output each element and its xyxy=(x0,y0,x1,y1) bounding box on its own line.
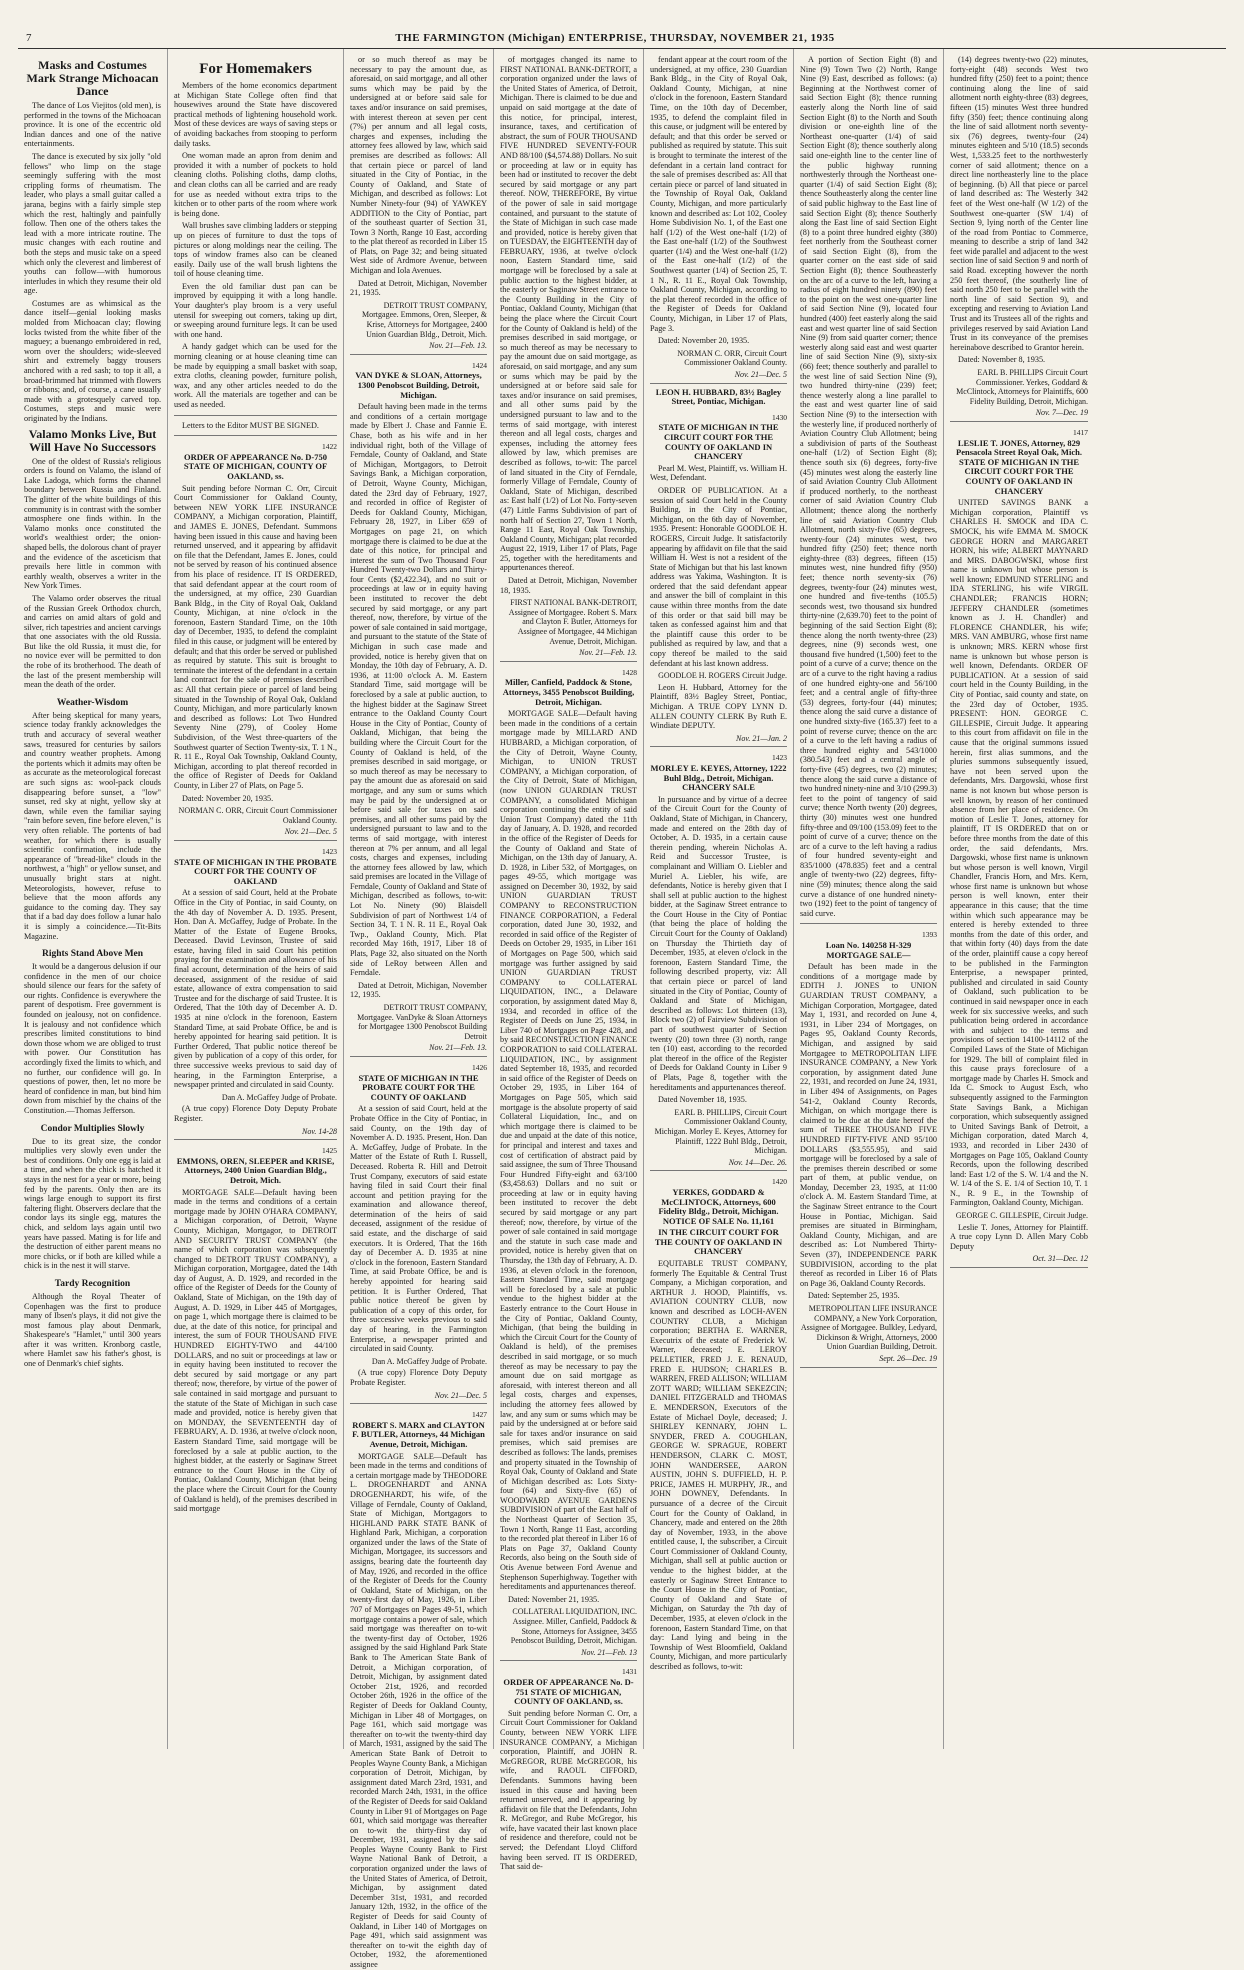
notice-body: In pursuance and by virtue of a decree of the Circuit Court for the County of Oakland, State of Michigan, in Chancery, made and entered on the 28th day of October, A. D. 1935, in a certain cause therein pending, wherein Nicholas A. Reid and Successor Trustee, is complainant and William O. Liebler and Muriel A. Liebler, his wife, are defendants, Notice is hereby given that I shall sell at public auction to the highest bidder, at the Saginaw Street entrance to the Court House in the City of Pontiac (that being the place of holding the Circuit Court for the County of Oakland) on Thursday the Thirtieth day of December, 1935, at eleven o'clock in the forenoon, Eastern Standard Time, the following described property, viz: All that certain piece or parcel of land situated in the City of Pontiac, County of Oakland and State of Michigan, described as follows: Lot thirteen (13), Block two (2) of Fairview Subdivision of part of southwest quarter of Section twenty (20) town three (3) north, range ten (10) east, according to the recorded plat thereof in the office of the Register of Deeds for Oakland County in Liber 9 of Plats, Page 8, together with the hereditaments and appurtenances thereof. xyxy=(650,794,787,1092)
run-dates: Nov. 21—Dec. 5 xyxy=(650,370,787,384)
notice-heading: EMMONS, OREN, SLEEPER and KRISE, Attorneys, 2400 Union Guardian Bldg., Detroit, Mich. xyxy=(176,1155,335,1185)
notice-signature: DETROIT TRUST COMPANY, Mortgagee. Emmons, Oren, Sleeper, & Krise, Attorneys for Mortgagee, 2400 Union Guardian Bldg., Detroit, Mich. xyxy=(362,300,487,339)
notice-body: (14) degrees twenty-two (22) minutes, forty-eight (48) seconds West two hundred fifty (250) feet to a point; thence continuing along the line of said allotment north eighty-three (83) degrees, fifteen (15) minutes West three hundred fifty (350) feet; thence continuing along the line of said allotment north seventy-six (76) degrees, twenty-four (24) minutes eighteen and 5/10 (18.5) seconds West, 1,533.25 feet to the northwesterly corner of said allotment; thence on a direct line northeasterly line to the place of beginning. (b) All that piece or parcel of land described as: The Westerly 342 feet of the West one-half (W 1/2) of the Southwest one-quarter (SW 1/4) of Section 9, lying north of the Center line of the road from Pontiac to Commerce, meaning to describe a strip of land 342 feet wide parallel and adjacent to the west section line of said Section 9 and north of said Road. excepting however the north 250 feet thereof, (the southerly line of said north 250 feet to be parallel with the north line of said Section 9), and excepting and reserving to Aviation Land Trust and its Trustees all of the rights and privileges reserved by said Aviation Land Trust in its conveyance of the premises hereinabove described to Grantor herein. xyxy=(950,55,1088,352)
run-dates: Nov. 21—Dec. 5 xyxy=(174,827,337,841)
notice-heading: ROBERT S. MARX and CLAYTON F. BUTLER, Attorneys, 44 Michigan Avenue, Detroit, Michigan. xyxy=(352,1419,485,1449)
notice-heading: STATE OF MICHIGAN IN THE PROBATE COURT FOR THE COUNTY OF OAKLAND xyxy=(174,856,337,886)
notice-body: At a session of said Court, held at the Probate Office in the City of Pontiac, in said County, on the 4th day of November A. D. 1935. Present, Hon. Dan A. McGaffey, Judge of Probate. In the Matter of the Estate of Eugene Brooks, Deceased. David Levinson, Trustee of said estate, having filed in said Court his petition praying for the examination and allowance of his final account, determination of the heirs of said deceased, assignment of the residue of said estate, allowance of extra compensation to said Trustee and for the discharge of said Trustee. It is Ordered, That the 10th day of December A. D. 1935 at nine o'clock in the forenoon, Eastern Standard Time, at said Probate Office, be and is hereby appointed for hearing said petition. It is Further Ordered, That public notice thereof be given by publication of a copy of this order, for three successive weeks previous to said day of hearing, in the Farmington Enterprise, a newspaper printed and circulated in said County. xyxy=(174,888,337,1090)
page-number: 7 xyxy=(26,32,32,44)
article-paragraph: The dance of Los Viejitos (old men), is performed in the towns of the Michoacan province. It is one of the eccentric old Indian dances and one of the native entertainments. xyxy=(24,101,161,149)
article-paragraph: A handy gadget which can be used for the morning cleaning or at house cleaning time can be made by equipping a small basket with soap, extra cloths, cleaning powder, furniture polish, wax, and any other articles needed to do the work. All the materials are together and can be used as needed. xyxy=(174,342,337,409)
editor-note: Letters to the Editor MUST BE SIGNED. xyxy=(182,420,319,430)
article-paragraph: Even the old familiar dust pan can be improved by equipping it with a long handle. Your daughter's play broom is a very useful utensil for sweeping out corners, taking up dirt, or sweeping around furniture legs. It can be used with one hand. xyxy=(174,281,337,339)
column-5 xyxy=(644,49,794,1749)
notice-body: of mortgages changed its name to FIRST NATIONAL BANK-DETROIT, a corporation organized under the laws of the United States of America, of Detroit, Michigan. There is claimed to be due and unpaid on said mortgage at the date of this notice, for principal, interest, insurance, taxes, and certification of abstract, the sum of FOUR THOUSAND FIVE HUNDRED SEVENTY-FOUR AND 88/100 ($4,574.88) Dollars. No suit or proceeding at law or in equity has been had or instituted to recover the debt secured by said mortgage or any part thereof. NOW, THEREFORE, By virtue of the power of sale in said mortgage contained, and pursuant to the statute of the State of Michigan in such case made and provided, notice is hereby given that on TUESDAY, the EIGHTEENTH day of FEBRUARY, 1936, at twelve o'clock noon, Eastern Standard time, said mortgage will be foreclosed by a sale at public auction to the highest bidder, at the easterly or Saginaw Street entrance to the County Building in the City of Pontiac, Oakland County, Michigan (that being the place where the Circuit Court for the County of Oakland is held) of the premises described in said mortgage, or so much thereof as may be necessary to pay the amount due on said mortgage, as aforesaid, on said mortgage, and any sum or sums which may be paid by the undersigned at or before said sale for taxes and/or insurance on said premises, and all other sums paid by the undersigned pursuant to law and to the terms of said mortgage, with interest thereon and all legal costs, charges and expenses, including the attorney fees allowed by law, which premises are described as follows, to-wit: The parcel of land situated in the City of Ferndale, formerly Village of Ferndale, County of Oakland, State of Michigan, described as: East half (1/2) of Lot No. Forty-seven (47) Little Farms Subdivision of part of north half of Section 27, Town 1 North, Range 11 East, Royal Oak Township, Oakland County, Michigan; plat recorded August 22, 1919, Liber 17 of Plats, Page 25, together with the hereditaments and appurtenances thereof. xyxy=(500,55,637,573)
run-dates: Nov. 21—Dec. 5 xyxy=(350,1391,487,1405)
run-dates: Nov. 21—Feb. 13 xyxy=(500,1648,637,1662)
run-dates: Nov. 21—Jan. 2 xyxy=(650,734,787,748)
notice-body: UNITED SAVINGS BANK a Michigan corporation, Plaintiff vs CHARLES H. SMOCK and IDA C. SMOCK, his wife EMMA M. SMOCK GEORGE HORN and MARGARET HORN, his wife; ALBERT MAYNARD and MRS. DABOGWSKI, whose first name is unknown but whose person is well known; EDMUND STERLING and IDA STERLING, his wife VIRGIL CHANDLER; FRANCIS HORN; JEFFERY CHANDLER (sometimes known as J. H. Chandler) and FLORENCE CHANDLER, his wife; MRS. VAN AMBURG, whose first name is unknown; MRS. KERN whose first name is unknown but whose person is well known, Defendants. ORDER OF PUBLICATION. At a session of said court held in the County Building, in the City of Pontiac, said county and state, on the 23rd day of October, 1935. PRESENT: HON. GEORGE C. GILLESPIE, Circuit Judge. It appearing to this court from affidavit on file in the cause that the original summons issued herein, first alias summons, and the pluries summons subsequently issued, have not been served upon the defendants, Mrs. Dargowski, whose first name is not known but whose person is well known, by reason of her continued absence from her place of residence. On motion of Leslie T. Jones, attorney for plaintiff, IT IS ORDERED that on or before three months from the date of this order, the said defendants, Mrs. Dargowski, whose first name is unknown but whose person is well known, Virgil Chandler, Francis Horn, and Mrs. Kern, whose first name is unknown but whose person is well known, enter their appearance in this cause; that the time within which such appearance may be entered is hereby extended to three months from the date of this order, and that within forty (40) days from the date of the order, plaintiff cause a copy hereof to be published in the Farmington Enterprise, a newspaper printed, published and circulated in said County of Oakland, such publication to be continued in said newspaper once in each week for six successive weeks, and such publication being ordered in accordance with and subject to the terms and provisions of section 14100-14112 of the Compiled Laws of the State of Michigan for 1929. The bill of complaint filed in this cause prays foreclosure of a mortgage made by Charles H. Smock and Ida C. Smock to August Esch, who subsequently assigned to the Farmington State Savings Bank, a Michigan corporation, which subsequently assigned to United Savings Bank of Detroit, a Michigan corporation, dated March 4, 1933, and recorded in Liber 2430 of Mortgages on Page 105, Oakland County Records, upon the following described land: East 1/2 of the S. W. 1/4 and the N. W. 1/4 of the S. E. 1/4 of Section 10, T. 1 N., R. 9 E., in the Township of Farmington, Oakland County, Michigan. xyxy=(950,498,1088,1208)
notice-heading: Miller, Canfield, Paddock & Stone, Attorneys, 3455 Penobscot Building, Detroit, Michigan. xyxy=(502,677,635,707)
notice-number: 1423 xyxy=(772,753,787,763)
notice-body: Default has been made in the conditions of a mortgage made by EDITH J. JONES to UNION GUARDIAN TRUST COMPANY, a Michigan Corporation, Mortgagee, dated May 1, 1931, and recorded on June 4, 1931, in Liber 234 of Mortgages, on Pages 95, Oakland County Records, Michigan, and assigned by said Mortgagee to METROPOLITAN LIFE INSURANCE COMPANY, a New York corporation, by assignment dated June 22, 1931, and recorded on June 24, 1931, in Liber 494 of Assignments, on Pages 541-2, Oakland County Records, Michigan, on which mortgage there is claimed to be due at the date hereof the sum of THREE THOUSAND FIVE HUNDRED FIFTY-FIVE AND 95/100 DOLLARS ($3,555.95), and said mortgage will be foreclosed by a sale of the premises therein described or some part of them, at public vendue, on Monday, December 23, 1935, at 11:00 o'clock A. M. Eastern Standard Time, at the Saginaw Street entrance to the Court House in Pontiac, Michigan. Said premises are situated in Birmingham, Oakland County, Michigan, and are described as: Lot Numbered Thirty-Seven (37), INDEPENDENCE PARK SUBDIVISION, according to the plat thereof as recorded in Liber 16 of Plats on Page 36, Oakland County Records. xyxy=(800,962,937,1288)
notice-heading: LESLIE T. JONES, Attorney, 829 Pensacola Street Royal Oak, Mich. STATE OF MICHIGAN IN THE CIRCUIT COURT FOR THE COUNTY OF OAKLAND IN CHANCERY xyxy=(956,437,1082,496)
notice-number: 1430 xyxy=(772,412,787,422)
notice-signature: NORMAN C. ORR, Circuit Court Commissioner Oakland County. xyxy=(677,348,787,368)
run-dates: Nov. 21—Feb. 13. xyxy=(350,1043,487,1057)
run-dates: Oct. 31—Dec. 12 xyxy=(950,1254,1088,1268)
notice-heading: Loan No. 140258 H-329 MORTGAGE SALE— xyxy=(825,940,912,960)
article-paragraph: One of the oldest of Russia's religious orders is found on Valamo, the island of Lake Ladoga, which forms the channel boundary between Russia and Finland. The glitter of the white buildings of this community is in contrast with the somber atmosphere one finds within. In the Valamo monks once constituted the world's wealthiest order; the onion-shaped bells, the dolorous chant of prayer and the evidence of the asceticism that prevails here little in common with earthly wealth, observes a writer in the New York Times. xyxy=(24,456,161,591)
article-headline: Rights Stand Above Men xyxy=(41,949,144,960)
article-headline: Tardy Recognition xyxy=(54,1278,131,1289)
notice-body: ORDER OF PUBLICATION. At a session of said Court held in the County Building, in the City of Pontiac, Michigan, on the 6th day of November, 1935. Present: Honorable GOODLOE H. ROGERS, Circuit Judge. It satisfactorily appearing by affidavit on file that the said William H. West is not a resident of the State of Michigan but that his last known address was Yakima, Washington. It is ordered that the said defendant appear and answer the bill of complaint in this cause within three months from the date of this order or that said bill may be taken as confessed against him and that the plaintiff cause this order to be published as required by law, and that a copy thereof be mailed to the said defendant at his last known address. xyxy=(650,485,787,668)
notice-number: 1417 xyxy=(1073,427,1088,437)
run-dates: Nov. 7—Dec. 19 xyxy=(950,408,1088,422)
divider xyxy=(174,415,337,416)
notice-number: 1431 xyxy=(622,1667,637,1677)
article-paragraph: It would be a dangerous delusion if our confidence in the men of our choice should silence our fears for the safety of our rights. Confidence is everywhere the parent of despotism. Free government is founded on jealousy, not on confidence. It is jealousy and not confidence which prescribes limited constitutions to bind down those whom we are obliged to trust with power. Our Constitution has accordingly fixed the limits to which, and no further, our confidence will go. In questions of power, then, let no more be heard of confidence in man, but bind him down from mischief by the chains of the Constitution.—Thomas Jefferson. xyxy=(24,962,161,1115)
notice-date: Dated at Detroit, Michigan, November 18, 1935. xyxy=(500,576,637,595)
article-headline: For Homemakers xyxy=(199,61,312,77)
notice-number: 1424 xyxy=(472,360,487,370)
article-paragraph: Due to its great size, the condor multiplies very slowly even under the best of conditions. Only one egg is laid at a time, and when the chick is hatched it stays in the nest for a year or more, being fed by the parents. Only then are its wings large enough to support its first faltering flight. Observers declare that the condor lays its single egg, matures the chick, and seldom lays again until two years have passed. Mating is for life and the destruction of either parent means no more chicks, or if both are killed while a chick is in the nest it will starve. xyxy=(24,1136,161,1271)
notice-date: Dated: November 21, 1935. xyxy=(508,1594,600,1604)
notice-signature: GEORGE C. GILLESPIE, Circuit Judge. xyxy=(955,1211,1088,1221)
notice-body: Default having been made in the terms and conditions of a certain mortgage made by Elbert J. Chase and Fannie E. Chase, both as his wife and in her individual right, both of the Village of Ferndale, County of Oakland, and State of Michigan, Mortgagors, to Detroit Savings Bank, a Michigan corporation, of Detroit, Wayne County, Michigan, dated the 23rd day of February, 1927, and recorded in office of Register of Deeds for Oakland County, Michigan, February 28, 1927, in Liber 659 of Mortgages on page 21, on which mortgage there is claimed to be due at the date of this notice, for principal and interest the sum of Two Thousand Four Hundred Twenty-two Dollars and Thirty-four Cents ($2,422.34), and no suit or proceedings at law or in equity having been instituted to recover the debt secured by said mortgage, or any part thereof, now, therefore, by virtue of the power of sale contained in said mortgage, and pursuant to the statute of the State of Michigan in such case made and provided, notice is hereby given that on Monday, the 10th day of February, A. D. 1936, at 11:00 o'clock A. M. Eastern Standard Time, said mortgage will be foreclosed by a sale at public auction, to the highest bidder at the Saginaw Street entrance to the Oakland County Court House in the City of Pontiac, County of Oakland, Michigan, that being the building where the Circuit Court for the County of Oakland is held, of the premises described in said mortgage, or so much thereof as may be necessary to pay the amount due as aforesaid on said mortgage, and any sum or sums which may be paid by the undersigned at or before said sale for taxes on said premises, and all other sums paid by the undersigned pursuant to law and to the terms of said mortgage, with interest thereon at 7% per annum, and all legal costs, charges and expenses, including the attorney fees allowed by law, which said premises are located in the Village of Ferndale, County of Oakland and State of Michigan, described as follows, to-wit: Lot No. Ninety (90) Blaisdell Subdivision of part of Northwest 1/4 of Section 34, T. 1 N. R. 11 E., Royal Oak Twp., Oakland County, Mich. Plat recorded May 16th, 1917, Liber 18 of Plats, Page 32, also situated on the North side of LeRoy between Allen and Ferndale. xyxy=(350,402,487,978)
article-paragraph: The dance is executed by six jolly "old fellows" who limp on the stage seemingly suffering with the most crippling forms of rheumatism. The leader, who plays a small guitar called a jarana, begins with a fairly simple step which the rest, haltingly and painfully follow. Then one of the others takes the lead with a more intricate routine. The music changes with each routine and both the steps and music take on a speed which only the cleverest and limberest of youths can follow—with humorous interludes in which they resume their old age. xyxy=(24,151,161,296)
notice-number: 1427 xyxy=(472,1410,487,1420)
notice-body: EQUITABLE TRUST COMPANY, formerly The Equitable & Central Trust Company, a Michigan corporation, and ARTHUR J. HOOD, Plaintiffs, vs. AVIATION COUNTRY CLUB, now known and described as LOCH-AVEN COUNTRY CLUB, a Michigan corporation; BERTHA E. WARNER, Executrix of the estate of Frederick W. Warner, deceased; E. LEROY PELLETIER, FRED J. E. RENAUD, FRED E. HUDSON; CHARLES B. WARREN, FRED ALLISON; WILLIAM ZOTT WARD; WILLIAM SEKEZCIN; DANIEL FITZGERALD and THOMAS E. MENDERSON, Executors of the Estate of Michael Doyle, deceased; J. SHIRLEY KENNARY, JOHN L. SNYDER, FRED A. COUGHLAN, GEORGE W. SPRAGUE, ROBERT HENDERSON, CLARK C. MOST, JOHN WANDERSEE, AARON AUSTIN, JOHN S. DUFFIELD, H. P. PRICE, JAMES H. MURPHY, JR., and JOHN DOWNEY, Defendants. In pursuance of a decree of the Circuit Court for the County of Oakland, in Chancery, made and entered on the 28th day of November, 1933, in the above entitled cause, I, the subscriber, a Circuit Court Commissioner of Oakland County, Michigan, shall sell at public auction or vendue to the highest bidder, at the easterly or Saginaw Street Entrance to the Court House in the City of Pontiac, County of Oakland and State of Michigan, on Saturday the 7th day of December, 1935, at eleven o'clock in the forenoon, Eastern Standard Time, on that day: Land lying and being in the Township of West Bloomfield, Oakland County, Michigan, and more particularly described as follows, to-wit: xyxy=(650,1259,787,1671)
notice-copy: (A true copy) Florence Doty Deputy Probate Register. xyxy=(174,1104,337,1123)
column-3 xyxy=(344,49,494,1969)
notice-signature: EARL B. PHILLIPS, Circuit Court Commissioner Oakland County, Michigan. Morley E. Keyes, Attorney for Plaintiff, 1222 Buhl Bldg., Detroit, Michigan. xyxy=(654,1107,787,1156)
notice-signature: GOODLOE H. ROGERS Circuit Judge. xyxy=(658,671,787,681)
notice-body: Suit pending before Norman C. Orr, a Circuit Court Commissioner for Oakland County, between NEW YORK LIFE INSURANCE COMPANY, a Michigan corporation, Plaintiff, and JOHN R. McGREGOR, RUBE McGREGOR, his wife, and RAOUL CIFFORD, Defendants. Summons having been issued in this cause and having been returned unserved, and it appearing by affidavit on file that the Defendants, John R. McGregor, and Rube McGregor, his wife, have vacated their last known place of residence and therefore, could not be served; the Defendant Lloyd Clifford having been served. IT IS ORDERED, That said de- xyxy=(500,1708,637,1872)
columns xyxy=(18,49,1226,1969)
notice-heading: ORDER OF APPEARANCE No. D-751 STATE OF MICHIGAN, COUNTY OF OAKLAND, ss. xyxy=(503,1676,634,1707)
column-6 xyxy=(794,49,944,1749)
article-paragraph: Wall brushes save climbing ladders or stepping up on pieces of furniture to dust the tops of pictures or along moldings near the ceiling. The tops of window frames also can be cleaned easily. Daily use of the wall brush lightens the toil of house cleaning time. xyxy=(174,221,337,279)
notice-heading: ORDER OF APPEARANCE No. D-750 STATE OF MICHIGAN, COUNTY OF OAKLAND, ss. xyxy=(183,451,328,481)
notice-date: Dated: September 25, 1935. xyxy=(808,1291,900,1301)
notice-date: Dated at Detroit, Michigan, November 12, 1935. xyxy=(350,980,487,1000)
notice-number: 1393 xyxy=(922,930,937,940)
notice-body: fendant appear at the court room of the undersigned, at my office, 230 Guardian Bank Bldg., in the City of Royal Oak, Oakland County, Michigan, at nine o'clock in the forenoon, Eastern Standard Time, on the 10th day of December, 1935, to defend the complaint filed in this cause, or judgment will be entered by default; and that this order be served or published as required by statute. This suit is brought to terminate the interest of the defendant in a certain land contract for the sale of premises described as: All that certain piece or parcel of land situated in the Township of Royal Oak, Oakland County, Michigan, and more particularly known and described as: Lot 102, Cooley Home Subdivision No. 1, of the East one half (1/2) of the West one-half (1/2) of the East one-half (1/2) of the Southwest quarter (1/4) and the West one-half (1/2) of the East one-half (1/2) of the Southwest quarter (1/4) of Section 25, T. 1 N., R. 11 E., Royal Oak Township, Oakland County, Michigan, according to the plat thereof recorded in the office of the Register of Deeds for Oakland County, Michigan, in Liber 17 of Plats, Page 3. xyxy=(650,55,787,333)
notice-court: IN THE CIRCUIT COURT FOR THE COUNTY OF OAKLAND IN CHANCERY xyxy=(654,1227,783,1257)
column-2 xyxy=(168,49,344,1749)
article-paragraph: The Valamo order observes the ritual of the Russian Greek Orthodox church, and carries on amid altars of gold and silver, rich tapestries and ancient carvings that one associates with the old Russia. But like the old Russia, it must die, for no novice ever will be permitted to don the robe of its brotherhood. The death of the last of the present membership will mean the death of the order. xyxy=(24,593,161,690)
notice-signature: EARL B. PHILLIPS Circuit Court Commissioner. Yerkes, Goddard & McClintock, Attorneys for Plaintiffs, 600 Fidelity Building, Detroit, Michigan. xyxy=(956,368,1088,406)
article-headline: Valamo Monks Live, But Will Have No Successors xyxy=(28,426,157,454)
notice-heading: LEON H. HUBBARD, 83½ Bagley Street, Pontiac, Michigan. xyxy=(655,386,782,407)
column-1 xyxy=(18,49,168,1749)
run-dates: Sept. 26—Dec. 19 xyxy=(800,1354,937,1368)
notice-body: At a session of said Court, held at the Probate Office in the City of Pontiac, in said County, on the 19th day of November A. D. 1935. Present, Hon. Dan A. McGaffey, Judge of Probate. In the Matter of the Estate of Ruth I. Russell, Deceased. Roberta R. Hill and Detroit Trust Company, executors of said estate having filed in said Court their final account and petition praying for the examination and allowance thereof, determination of the heirs of said deceased, assignment of the residue of said estate, and the discharge of said executors. It is Ordered, That the 16th day of December A. D. 1935 at nine o'clock in the forenoon, Eastern Standard Time, at said Probate Office, be and is hereby appointed for hearing said petition. It is Further Ordered, That public notice thereof be given by publication of a copy of this order, for three successive weeks previous to said day of hearing, in the Farmington Enterprise, a newspaper printed and circulated in said County. xyxy=(350,1104,487,1354)
notice-signature: METROPOLITAN LIFE INSURANCE COMPANY, a New York Corporation, Assignee of Mortgagee. Bulkley, Ledyard, Dickinson & Wright, Attorneys, 2000 Union Guardian Building, Detroit. xyxy=(800,1304,937,1352)
notice-body: MORTGAGE SALE—Default having been made in the terms and conditions of a certain mortgage made by JOHN O'HARA COMPANY, a Michigan corporation, of Detroit, Wayne County, Michigan, Mortgagor, to DETROIT AND SECURITY TRUST COMPANY (the name of which corporation was subsequently changed to DETROIT TRUST COMPANY), a Michigan corporation, Mortgagee, dated the 14th day of August, A. D. 1929, and recorded in the office of the Register of Deeds for the County of Oakland, State of Michigan, on the 19th day of August, A. D. 1929, in Liber 445 of Mortgages, on page 1, which mortgage there is claimed to be due, at the date of this notice, for principal and interest, the sum of FOUR THOUSAND FIVE HUNDRED EIGHTY-TWO and 44/100 DOLLARS, and no suit or proceedings at law or in equity having been instituted to recover the debt secured by said mortgage or any part thereof; now, therefore, by virtue of the power of sale contained in said mortgage and pursuant to the statute of the State of Michigan in such case made and provided, notice is hereby given that on MONDAY, the SEVENTEENTH day of FEBRUARY, A. D. 1936, at twelve o'clock noon, Eastern Standard Time, said mortgage will be foreclosed by a sale at public auction, to the highest bidder, at the easterly or Saginaw Street entrance to the Court House in the City of Pontiac, Oakland County, Michigan (that being the place where the Circuit Court for the County of Oakland is held), of the premises described in said mortgage xyxy=(174,1187,337,1514)
run-dates: Nov. 14—Dec. 26. xyxy=(650,1158,787,1172)
article-paragraph: One woman made an apron from denim and provided it with a number of pockets to hold cleaning cloths. Polishing cloths, damp cloths, and clean cloths can all be carried and are ready for use as needed without extra trips to the kitchen or to other parts of the room where work is being done. xyxy=(174,151,337,218)
notice-heading: MORLEY E. KEYES, Attorney, 1222 Buhl Bldg., Detroit, Michigan. CHANCERY SALE xyxy=(650,762,787,793)
notice-date: Dated November 18, 1935. xyxy=(658,1095,747,1105)
notice-attorneys: Leon H. Hubbard, Attorney for the Plaintiff, 83½ Bagley Street, Pontiac, Michigan. A TRUE COPY LYNN D. ALLEN COUNTY CLERK By Ruth E. Windiate DEPUTY. xyxy=(650,682,787,731)
notice-number: 1426 xyxy=(472,1062,487,1072)
notice-signature: COLLATERAL LIQUIDATION, INC. Assignee. Miller, Canfield, Paddock & Stone, Attorneys for Assignee, 3455 Penobscot Building, Detroit, Michigan. xyxy=(510,1607,637,1646)
notice-copy: (A true copy) Florence Doty Deputy Probate Register. xyxy=(350,1368,487,1387)
notice-body: Suit pending before Norman C. Orr, Circuit Court Commissioner for Oakland County, between NEW YORK LIFE INSURANCE COMPANY, a Michigan corporation, Plaintiff, and JAMES E. JONES, Defendant. Summons having been issued in this cause and having been returned unserved, and it appearing by affidavit on file that the Defendant, James E. Jones, could not be served by reason of his continued absence from his place of residence. IT IS ORDERED, that said defendant appear at the court room of the undersigned, at my office, 230 Guardian Bank Bldg., in the City of Royal Oak, Oakland County, Michigan, at nine o'clock in the forenoon, Eastern Standard Time, on the 10th day of December, 1935, to defend the complaint filed in this cause, or judgment will be entered by default; and that this order be served or published as required by statute. This suit is brought to terminate the interest of the defendant in a certain land contract for the sale of premises described as: All that certain piece or parcel of land being situated in the Township of Royal Oak, Oakland County, Michigan, and more particularly known and described as follows: Lot Two Hundred Seventy Nine (279), of Cooley Home Subdivision, of the West three-quarters of the Southwest quarter of Section Twenty-six, T. 1 N., R. 11 E., Royal Oak Township, Oakland County, Michigan, according to plat thereof recorded in the office of Register of Deeds for Oakland County, in Liber 27 of Plats, on Page 5. xyxy=(174,483,337,790)
notice-body: or so much thereof as may be necessary to pay the amount due, as aforesaid, on said mortgage, and all other sums which may be paid by the undersigned at or before said sale for taxes and/or insurance on said premises, with interest thereon at seven per cent (7%) per annum and all legal costs, charges and expenses, including the attorney fees allowed by law, which said premises are described as follows: All that certain piece or parcel of land situated in the City of Pontiac, in the County of Oakland, and State of Michigan, and described as follows: Lot Number Ninety-four (94) of YAWKEY ADDITION to the City of Pontiac, part of the southeast quarter of Section 31, Town 3 North, Range 10 East, according to the plat thereof as recorded in Liber 15 of Plats, on Page 32; and being situated West side of Ardmore Avenue, between Michigan and Iola Avenues. xyxy=(350,55,487,276)
notice-date: Dated at Detroit, Michigan, November 21, 1935. xyxy=(350,278,487,298)
article-paragraph: After being skeptical for many years, science today frankly acknowledges the truth and accuracy of several weather saws, treasured for centuries by sailors and country weather prophets. Among the portents which it admits may often be as accurate as the meteorological forecast are such signs as: wool-pack clouds disappearing before sunset, a "low" sunset, red sky at night, yellow sky at dawn, while even the familiar saying "rain before seven, fine before eleven," is very often reliable. The portents of bad weather, for which there is usually scientific confirmation, include the appearance of "bread-like" clouds in the northwest, a "high" or yellow sunset, and unusually bright stars at night. Meteorologists, however, refuse to believe that the moon affords any guidance to the coming day. They say that if a bad day does follow a lunar halo it is simply a coincidence.—Tit-Bits Magazine. xyxy=(24,710,161,941)
notice-date: Dated: November 20, 1935. xyxy=(182,793,274,803)
notice-signature: Dan A. McGaffey Judge of Probate. xyxy=(371,1356,487,1366)
notice-number: 1420 xyxy=(772,1177,787,1187)
notice-heading: STATE OF MICHIGAN IN THE PROBATE COURT FOR THE COUNTY OF OAKLAND xyxy=(358,1072,479,1102)
notice-body: MORTGAGE SALE—Default having been made in the conditions of a certain mortgage made by MILLARD AND HUBBARD, a Michigan corporation, of the City of Detroit, Wayne County, Michigan, to UNION TRUST COMPANY, a Michigan corporation, of the City of Detroit, State of Michigan, (now UNION GUARDIAN TRUST COMPANY, a consolidated Michigan corporation continuing the entity of said Union Trust Company) dated the 11th day of January, A. D. 1928, and recorded in the office of the Register of Deeds for the County of Oakland and State of Michigan, on the 13th day of January, A. D. 1928, in Liber 532, of Mortgages, on pages 49-55, which mortgage was assigned on December 30, 1932, by said UNION GUARDIAN TRUST COMPANY to RECONSTRUCTION FINANCE CORPORATION, a Federal corporation, dated June 30, 1932, and recorded in said office of the Register of Deeds on October 29, 1935, in Liber 161 of Mortgages on Page 500, which said mortgage was further assigned by said UNION GUARDIAN TRUST COMPANY to COLLATERAL LIQUIDATION, INC., a Delaware corporation, by assignment dated May 8, 1934, and recorded in office of the Register of Deeds on June 25, 1934, in Liber 740 of Mortgages on Page 428, and by said RECONSTRUCTION FINANCE CORPORATION to said COLLATERAL LIQUIDATION, INC., by assignment dated September 18, 1935, and recorded in said office of the Register of Deeds on October 29, 1935, in Liber 164 of Mortgages on Page 505, which said mortgage is the absolute property of said Collateral Liquidation, Inc., and on which mortgage there is claimed to be due and unpaid at the date of this notice, for principal and interest and taxes and cost of certification of abstract paid by said assignee, the sum of Three Thousand Four Hundred Fifty-eight and 63/100 ($3,458.63) Dollars and no suit or proceeding at law or in equity having been instituted to recover the debt secured by said mortgage or any part thereof; now, therefore, by virtue of the power of sale contained in said mortgage and the statute in such case made and provided, notice is hereby given that on Thursday, the 13th day of February, A. D. 1936, at eleven o'clock in the forenoon, Eastern Standard Time, said mortgage will be foreclosed by a sale at public vendue to the highest bidder at the Easterly entrance to the Court House in the City of Pontiac, Oakland County, Michigan, (that being the building in which the Circuit Court for the County of Oakland is held), of the premises described in said mortgage, or so much thereof as may be necessary to pay the amount due on said mortgage as aforesaid, with interest thereon and all legal costs, charges and expenses, including the attorney fees allowed by law, and any sum or sums which may be paid by the undersigned at or before said sale for taxes and/or insurance on said premises, which said premises are described as follows: The lands, premises and property situated in the Township of Royal Oak, County of Oakland and State of Michigan described as: Lots Sixty-four (64) and Sixty-five (65) of WOODWARD AVENUE GARDENS SUBDIVISION of part of the East half of the Northeast Quarter of Section 35, Town 1 North, Range 11 East, according to the recorded plat thereof in Liber 16 of Plats on Page 37, Oakland County Records, also being on the South side of Otis Avenue between Ford Avenue and Stephenson Superhighway. Together with hereditaments and appurtenances thereof. xyxy=(500,709,637,1592)
notice-attorneys: Leslie T. Jones, Attorney for Plaintiff. A true copy Lynn D. Allen Mary Cobb Deputy xyxy=(950,1222,1088,1251)
notice-heading: YERKES, GODDARD & McCLINTOCK, Attorneys, 600 Fidelity Bldg., Detroit, Michigan. NOTICE OF SALE No. 11,161 xyxy=(658,1186,779,1226)
notice-date: Dated: November 8, 1935. xyxy=(958,355,1046,365)
notice-number: 1422 xyxy=(322,442,337,452)
notice-date: Dated: November 20, 1935. xyxy=(658,336,750,346)
notice-signature: NORMAN C. ORR, Circuit Court Commissioner Oakland County. xyxy=(178,806,337,825)
column-4 xyxy=(494,49,644,1872)
page-header xyxy=(18,0,1226,49)
notice-number: 1428 xyxy=(622,667,637,677)
notice-body: A portion of Section Eight (8) and Nine (9) Town Two (2) North, Range Nine (9) East, described as follows: (a) Beginning at the Northwest corner of said Section Eight (8); thence running easterly along the North line of said Section Eight (8) to the North and South division or one-eighth line of the Northeast one-quarter (1/4) of said Section Eight (8); thence southerly along said one-eighth line to the center line of the public highway running northwesterly through the Northeast one-quarter (1/4) of said Section Eight (8); thence Southeasterly along the center line of said public highway to the East line of said Section Eight (8); thence Southerly along the East line of said Section Eight (8) to a point three hundred eighty (380) feet northerly from the Southeast corner of said Section Eight (8), from the quarter corner on the east side of said Section Eight (8); thence Southeasterly on the arc of a curve to the left, having a radius of eight hundred ninety (890) feet to the point on the west one-quarter line of said Section Nine (9), located four hundred (400) feet easterly along the said east and west quarter line of said Section Nine (9) from said quarter corner; thence westerly along said east and west quarter line of said Section Nine (9), sixty-six (66) feet; thence southerly and parallel to the west line of said Section Nine (9), two hundred thirty-nine (239) feet; thence westerly along a line parallel to the east and west quarter line of said Section Nine (9) to the intersection with the westerly line, if produced northerly of Aviation Country Club Allotment; being a subdivision of parts of the Southeast one-half (1/2) of Section Eight (8); thence south six (6) degrees, forty-five (45) minutes west along the easterly line of said Aviation Country Club Allotment if produced northerly, to the northeast corner of said Aviation Country Club Allotment; thence along the northerly line of said Aviation Country Club Allotment, north sixty-five (65) degrees, twenty-four (24) minutes west, two hundred fifty (250) feet; thence north eighty-three (83) degrees, fifteen (15) minutes west, nine hundred fifty (950) feet; thence north seventy-six (76) degrees, twenty-four (24) minutes west, one hundred and five-tenths (105.5) seconds west, two thousand six hundred thirty-nine (2,639.70) feet to the point of beginning of the said Section Eight (8); thence along the north twenty-three (23) degrees, nine (9) seconds west, one thousand five hundred (1,500) feet to the point of a curve of a curve; thence on the arc of a curve to the right having a radius of one hundred eighty-one and 56/100 feet; and a central angle of fifty-three (53) degrees, forty-four (44) minutes; thence along the said curve a distance of one hundred sixty-five (165.37) feet to a point of reverse curve; thence on the arc of a curve to the left having a radius of three hundred eighty and 543/1000 (380.543) feet and a central angle of forty-five (45) degrees, two (2) minutes; thence along the said curve a distance of two hundred ninety-nine and 3/10 (299.3) feet to the point of tangency of said curve; thence North twenty (20) degrees, thirty (30) minutes west one hundred fifty-three and 09/100 (153.09) feet to the point of curve of a curve; thence on the arc of a curve to the left having a radius of four hundred seventy-eight and 835/1000 (478.835) feet and a central angle of twenty-two (22) degrees, fifty-nine (59) minutes; thence along the said curve a distance of one hundred ninety-two (192) feet to the point of tangency of said curve. xyxy=(800,55,937,918)
article-headline: Condor Multiplies Slowly xyxy=(40,1123,145,1134)
notice-signature: DETROIT TRUST COMPANY, Mortgagee. VanDyke & Sloan Attorneys for Mortgagee 1300 Penobscot Building Detroit xyxy=(357,1003,487,1041)
column-7 xyxy=(944,49,1094,1749)
run-dates: Nov. 14-28 xyxy=(174,1127,337,1141)
notice-signature: Dan A. McGaffey Judge of Probate. xyxy=(221,1092,337,1102)
article-paragraph: Members of the home economics department at Michigan State College often find that housewives around the State have discovered practical methods of lightening household work. Most of these devices are ways of saving steps or of avoiding backaches from stooping to perform daily tasks. xyxy=(174,81,337,148)
article-headline: Masks and Costumes Mark Strange Michoacan Dance xyxy=(26,58,159,98)
notice-body: MORTGAGE SALE—Default has been made in the terms and conditions of a certain mortgage made by THEODORE L. DROGENHARDT and ANNA DROGENHARDT, his wife, of the Village of Ferndale, County of Oakland, State of Michigan, Mortgagors to HIGHLAND PARK STATE BANK of Highland Park, Michigan, a corporation organized under the laws of the State of Michigan, Mortgagee, its successors and assigns, bearing date the fourteenth day of May, 1926, and recorded in the office of the Register of Deeds for the County of Oakland, State of Michigan, on the twenty-first day of May, 1926, in Liber 707 of Mortgages on Pages 49-51, which mortgage contains a power of sale, which said mortgage was thereafter on to-wit the twenty-first day of October, 1926 assigned by the said Highland Park State Bank to The American State Bank of Detroit, a Michigan corporation, of Detroit, Michigan, by assignment dated October 21st, 1926, and recorded October 26th, 1926 in the office of the Register of Deeds for Oakland County, Michigan in Liber 48 of Mortgages, on Page 161, which said mortgage was thereafter on to-wit the twenty-third day of March, 1931, assigned by the said The American State Bank of Detroit to Peoples Wayne County Bank, a Michigan corporation of Detroit, Michigan, by assignment dated March 23rd, 1931, and recorded March 24th, 1931, in the office of the Register of Deeds for said Oakland County in Liber 91 of Mortgages on Page 601, which said mortgage was thereafter on to-wit the thirty-first day of December, 1931, assigned by the said Peoples Wayne County Bank to First Wayne National Bank of Detroit, a corporation organized under the laws of the United States of America, of Detroit, Michigan, by assignment dated December 31st, 1931, and recorded January 12th, 1932, in the office of the Register of Deeds for said County of Oakland, in Liber 140 of Mortgages on Page 491, which said assignment was thereafter on to-wit the eighth day of October, 1932, the aforementioned assignee xyxy=(350,1451,487,1969)
notice-number: 1423 xyxy=(322,846,337,856)
notice-heading: VAN DYKE & SLOAN, Attorneys, 1300 Penobscot Building, Detroit, Michigan. xyxy=(355,370,482,400)
article-headline: Weather-Wisdom xyxy=(56,697,129,708)
notice-parties: Pearl M. West, Plaintiff, vs. William H. West, Defendant. xyxy=(650,463,787,483)
notice-number: 1425 xyxy=(322,1146,337,1156)
masthead: THE FARMINGTON (Michigan) ENTERPRISE, THURSDAY, NOVEMBER 21, 1935 xyxy=(395,32,835,44)
notice-heading: STATE OF MICHIGAN IN THE CIRCUIT COURT FOR THE COUNTY OF OAKLAND IN CHANCERY xyxy=(658,422,779,462)
run-dates: Nov. 21—Feb. 13. xyxy=(500,648,637,662)
run-dates: Nov. 21—Feb. 13. xyxy=(350,341,487,355)
divider xyxy=(800,923,937,924)
article-paragraph: Although the Royal Theater of Copenhagen was the first to produce many of Ibsen's plays, it did not give the most famous play about Denmark, Shakespeare's "Hamlet," until 300 years after it was written. Kronborg castle, where Hamlet saw his father's ghost, is one of Denmark's chief sights. xyxy=(24,1291,161,1369)
article-paragraph: Costumes are as whimsical as the dance itself—genial looking masks molded from Michoacan clay; flowing locks twisted from the white fiber of the maguey; a buenango embroidered in red, worn over the shoulders; wide-sleeved shirt and extremely baggy trousers anchored with a red sash; to top it all, a broad-brimmed hat trimmed with flowers or ribbons; and, of course, a cane usually made with a grotesquely carved top. Costumes, steps and music were originated by the Indians. xyxy=(24,298,161,423)
notice-signature: FIRST NATIONAL BANK-DETROIT, Assignee of Mortgagee. Robert S. Marx and Clayton F. Butler, Attorneys for Assignee of Mortgagee, 44 Michigan Avenue, Detroit, Michigan. xyxy=(508,598,637,646)
divider xyxy=(174,435,337,436)
